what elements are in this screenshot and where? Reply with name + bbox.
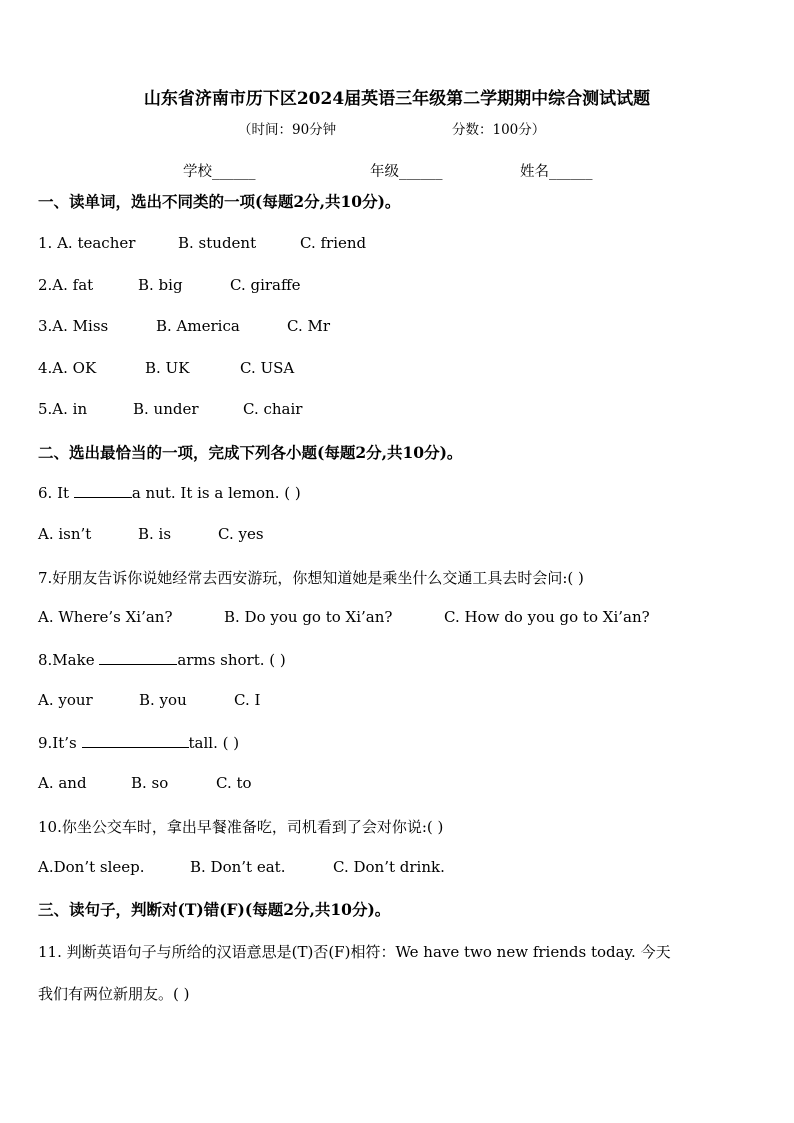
exam-score: 分数：100分） [452, 122, 546, 138]
q4-option-b: B. UK [145, 359, 190, 377]
q6-blank[interactable] [74, 483, 132, 498]
q9-option-a: A. and [38, 774, 87, 792]
q7-option-a: A. Where’s Xi’an? [38, 608, 173, 626]
q8-blank[interactable] [99, 650, 177, 665]
q10-option-a: A.Don’t sleep. [38, 858, 145, 876]
page-title: 山东省济南市历下区2024届英语三年级第二学期期中综合测试试题 [143, 89, 651, 109]
q8-option-b: B. you [139, 691, 187, 709]
q9-option-c: C. to [216, 774, 252, 792]
q6-text-pre: 6. It [38, 484, 74, 502]
q8-text-pre: 8.Make [38, 651, 100, 669]
q1-option-b: B. student [178, 234, 257, 252]
q3-option-a: 3.A. Miss [38, 317, 109, 335]
q11-question-line1: 11. 判断英语句子与所给的汉语意思是(T)否(F)相符：We have two new friends today. 今天 [38, 943, 671, 961]
q1-option-a: 1. A. teacher [38, 234, 136, 252]
section-1-heading: 一、读单词，选出不同类的一项(每题2分,共10分)。 [38, 192, 401, 211]
q10-question: 10.你坐公交车时，拿出早餐准备吃，司机看到了会对你说:( ) [38, 818, 444, 836]
section-2-heading: 二、选出最恰当的一项，完成下列各小题(每题2分,共10分)。 [38, 443, 463, 462]
q8-option-a: A. your [38, 691, 93, 709]
q1-option-c: C. friend [300, 234, 367, 252]
q6-text-post: a nut. It is a lemon. ( ) [131, 484, 301, 502]
q7-option-b: B. Do you go to Xi’an? [224, 608, 393, 626]
q9-blank[interactable] [82, 733, 189, 748]
exam-time: （时间：90分钟 [238, 122, 337, 138]
q5-option-b: B. under [133, 400, 199, 418]
q3-option-b: B. America [156, 317, 240, 335]
q3-option-c: C. Mr [287, 317, 331, 335]
q4-option-a: 4.A. OK [38, 359, 97, 377]
q5-option-c: C. chair [243, 400, 303, 418]
q10-option-c: C. Don’t drink. [333, 858, 445, 876]
q9-text-post: tall. ( ) [188, 734, 240, 752]
q8-option-c: C. I [234, 691, 261, 709]
q6-option-b: B. is [138, 525, 172, 543]
section-3-heading: 三、读句子，判断对(T)错(F)(每题2分,共10分)。 [38, 900, 391, 919]
q6-question [38, 483, 301, 502]
q7-question: 7.好朋友告诉你说她经常去西安游玩，你想知道她是乘坐什么交通工具去时会问:( ) [38, 569, 584, 587]
q11-question-line2: 我们有两位新朋友。( ) [38, 985, 190, 1003]
q8-question [38, 650, 286, 669]
q2-option-b: B. big [138, 276, 183, 294]
grade-field: 年级______ [370, 164, 443, 180]
q5-option-a: 5.A. in [38, 400, 88, 418]
school-field: 学校______ [183, 164, 256, 180]
q9-option-b: B. so [131, 774, 169, 792]
q9-text-pre: 9.It’s [38, 734, 82, 752]
q10-option-b: B. Don’t eat. [190, 858, 286, 876]
name-field: 姓名______ [520, 164, 593, 180]
q6-option-c: C. yes [218, 525, 264, 543]
q2-option-c: C. giraffe [230, 276, 301, 294]
q9-question [38, 733, 239, 752]
q8-text-post: arms short. ( ) [177, 651, 286, 669]
q6-option-a: A. isn’t [38, 525, 92, 543]
q4-option-c: C. USA [240, 359, 295, 377]
q7-option-c: C. How do you go to Xi’an? [444, 608, 650, 626]
q2-option-a: 2.A. fat [38, 276, 94, 294]
